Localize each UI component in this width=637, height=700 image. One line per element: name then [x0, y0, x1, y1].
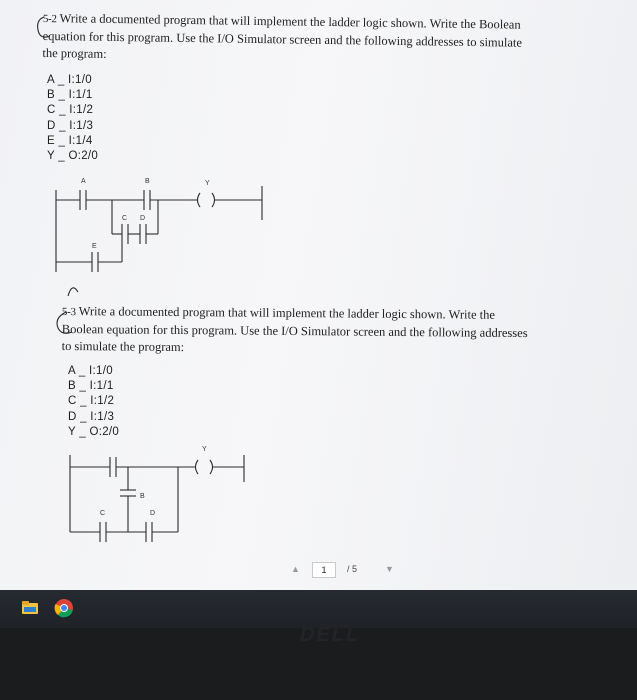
dell-logo: DELL: [297, 624, 363, 646]
label-a: A: [81, 178, 86, 185]
current-page-input[interactable]: 1: [312, 562, 336, 578]
address-item: Y _ O:2/0: [68, 425, 120, 438]
page-navigator: [285, 560, 405, 580]
taskbar: [0, 590, 637, 628]
label-b: B: [145, 178, 150, 185]
next-page-icon[interactable]: ▼: [385, 564, 394, 574]
contact-b: [120, 490, 136, 496]
problem-statement: Write a documented program that will implement the ladder logic shown. Write the Boolean equation for this program. Use the I/O Simulator screen and the following addresses to simulate the program:: [61, 304, 528, 355]
label-d: D: [150, 510, 156, 517]
address-item: Y _ O:2/0: [47, 150, 99, 163]
label-y: Y: [205, 180, 210, 187]
previous-page-icon[interactable]: ▲: [291, 564, 300, 574]
address-item: A _ I:1/0: [68, 365, 113, 377]
contact-c: [100, 522, 106, 542]
address-item: A _ I:1/0: [47, 74, 92, 86]
file-explorer-icon[interactable]: [22, 601, 38, 620]
label-e: E: [92, 243, 97, 250]
problem-number: 5-2: [42, 12, 57, 26]
page-total: / 5: [347, 564, 358, 574]
address-item: C _ I:1/2: [68, 395, 115, 408]
label-c: C: [122, 215, 128, 222]
address-item: D _ I:1/3: [47, 119, 94, 132]
output-coil-y: [196, 460, 213, 474]
address-item: D _ I:1/3: [68, 410, 115, 423]
contact-main: [110, 457, 116, 477]
problem-number: 5-3: [61, 305, 76, 319]
chrome-icon[interactable]: [54, 598, 74, 623]
address-item: C _ I:1/2: [47, 104, 94, 117]
contact-d: [146, 522, 152, 542]
address-item: B _ I:1/1: [47, 89, 93, 102]
problem-statement: Write a documented program that will implement the ladder logic shown. Write the Boolean equation for this program. Use the I/O Simulator screen and the following addresses to simulate the program:: [42, 11, 523, 61]
label-y: Y: [202, 446, 207, 453]
address-item: E _ I:1/4: [47, 134, 93, 147]
address-item: B _ I:1/1: [68, 380, 114, 393]
label-b: B: [140, 493, 145, 500]
label-c: C: [100, 510, 106, 517]
label-d: D: [140, 215, 146, 222]
